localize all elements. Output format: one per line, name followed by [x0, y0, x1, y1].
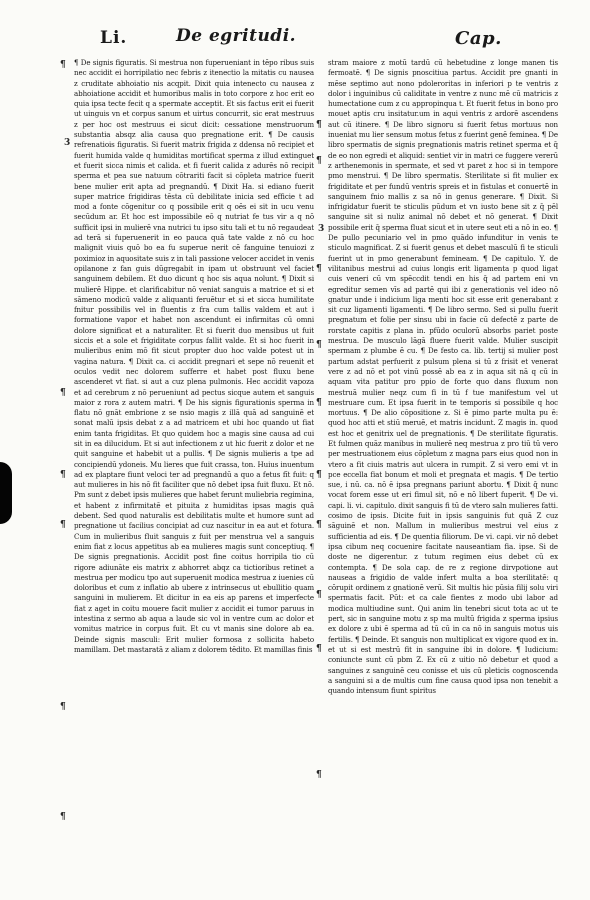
right-column-text: stram maiore z motū tardū cū hebetudine z longe manen tis fermoatē. ¶ De signis pnoscitiua partus. Accidit pre gnanti in mēse septimo aut nono pdoleroritas in inferiori p te ventris z dolor i inguinibus cū caliditate in ventre z nunc mē cū matricis z humectatione cum z cu appropinqua t. Et fuerit fetus in bono pro mouet aptis cru insitatur.um in aqui ventris z ardorē ascendens aut cū itinere. ¶ De libro signoru si fuerit fetus mortuus non inueniat mu lier sensum motus fetus z fuerint genē feminea. ¶ De libro spermatis de signis pregnationis matris retinet sperma et q̄ de eo non egredi et aliquid: sentiet vir in matri ce fuggere vererū z arthenemonis in spermate, et sed vt paret z hoc si in tempore pmo menstrui. ¶ De libro spermatis. Sterilitate si fit mulier ex frigiditate et per fundū ventris spreis et in fistulas et conuertē in sanguinem fnio mallis z sa nō in genus generare. ¶ Dixit. Si infrigidatur fuerit te sticulis pūdum et vn iusto bene sit z q̄ pēl sanguine sit si nuliz animal nō debet et nō generat. ¶ Dixit possibile erit q̄ sperma fluat sicut et in utere seut eti a nō in eo. ¶ De pullo pecuniario vel in pmo quādo infunditur in venis te sticulo magnificat. Z si fuerit genus et debet masculū fi te sticuli fuerint ut in pmo generabunt femineam. ¶ De capitulo. Y. de vilitanibus mestrui ad cuius longis erit ligamenta p quod ligat cuis veneri cū vm spēccdit tendi en his q̄ ad partem eni vn egreditur semen vīs ad partē qui ibi z generationis vel ideo nō gnatur unde i indicium liga menti hoc sit esse erit generabant z sit cuz ligamenti ligamenti. ¶ De libro sermo. Sed si pullu fuerit pregnatum et folie per sinsu ubi in facie cū defectē z parte de rorstate capitis z plana in. pfūdo oculorū absorbs pariet poste mestrua. De musculo lāgā fluere fuerit valde. Mulier suscipit spermam z plumbe ē cu. ¶ De festo ca. lib. tertij si mulier post partum adstat perfuerit z pulsum plena si tū z frisit et venerat vere z ad nō et pot vinū possē ab ea z in aqua sit nā q cū in aquam vita patitur pro ppio de forte quo dans fluxum non mestruā mulier neqz cum fi in tū f tue manifestum vel ut mestruare cum. Et ipsa fuerit in te temporis si possibile q hoc mortuus. ¶ De alio cōpositione z. Si ē pimo parte multa pu ē: quod hoc atti et stiū meruē, et matris incidunt. Z magis in. quod est hoc et genitrix uel de pregnationis. ¶ De sterilitate figuratis. Et fulmen quāz manibus in mulierē neq mestrua z pro tiū tū vero per mestruationem eius cōpletum z magna pars eius quod non in vtero a fit ciuis matris aut ulcera in rumpit. Z si vero emi vt in pce eccella fiat bonum et moli et pregnata et magis. ¶ De tertio sue, i nū. ca. nō ē ipsa pregnans pariunt abortu. ¶ Dixit q̄ nunc vocat forem esse ut eri fimul sit, nō e nō libert fuperit. ¶ De vi. capi. li. vi. capitulo. dixit sanguis fi tū de vtero saln mulieres fatti. cosimo de ipsis. Dicite fuit in ipsis sanguinis fut quā Z cuz sāguinē et non. Mallum in mulieribus mestrui vel eius z sufficientia ad eis. ¶ De quentia filiorum. De vi. capi. vir nō debet ipsa cibum neq cocuenire facitate nauseantiam fia. ipse. Si de doste ne digerentur. z tutum regimen eius debet cū ex contempta. ¶ De sola cap. de re z regione dirvpotione aut nauseas a frigidio de valde infert multa a boa sterilitatē: q cōrupit ordinem z gnationē verū. Sit multis hic pūsia filij solu viri spermatis facit. Pūt: et ca cale fientes z modo ubi labor ad modica multiudine sunt. Qui anim lin tenebri sicut tota ac ut te pert, sic in sanguine motu z sp ma multū frigida z sperma ipsius ex dolore z ubi ē sperma ad tū cū in ca nō in sanguis motus uis fertilis. ¶ Deinde. Et sanguis non multiplicat ex vigore quod ex in. et ut si est mestrū fit in sanguine ibi in dolore. ¶ Iudicium: coniuncte sunt cū pbm Z. Ex cū z uitio nō debetur et quod a sanguines z sanguinē ceu conisse et uis cū pleticis cognoscenda a sanguini si a de multis cum fine causa quod ipsa non tenebit a quando intensum fiunt spiritus: [328, 58, 558, 696]
margin-mark: ¶: [316, 470, 322, 480]
margin-mark: ¶: [316, 398, 322, 408]
margin-mark: ¶: [60, 60, 66, 70]
margin-mark: 3: [64, 138, 71, 148]
margin-mark: ¶: [60, 520, 66, 530]
margin-mark: ¶: [60, 388, 66, 398]
page-header: [0, 24, 590, 54]
margin-mark: 3: [318, 224, 325, 234]
left-column-text: ¶ De signis figuratis. Si mestrua non fuperueniant in tēpo ribus suis nec accidit ei horripilatio nec febris z itenectio la mitatis cu nausea z cruditate abhoiatio nis acqpit. Dixit quia intenecto cu nausea z abhoiatione accidit et humoribus malis in toto corpore z hoc erit eo quia ipsa tecte fecit q a spermate acceptit. Et sis factus erit ei fuerit ut uinguis vn et corpus sanum et uirtus concurrit, sic erat mestruus z per hoc ost mestruus ei sicut dicit: cessatione menstruorum substantia absqz alia causa quo pregnatione erit. ¶ De causis refrenatiois figuratis. Si fuerit matrix frigida z ddensa nō recipiet et fuerit humida valde q humiditas mortificat sperma z illud extinguet et fuerit sicca nimis et calida. et fi fuerit calida z adurēs nō recipit sperma et pea sue natuum cōtrariti facit si cōpleta matrice fuerit bene mulier erit apta ad pregnandū. ¶ Dixit Ha. si ediano fuerit super matrice frigidiras tēsta cū debilitate inicia sed efficie t ad mod a fonte cōgenitur co q possibile erit q oēs ei sit in ucu venu secūdum ar. Et hoc est impossibile eō q nutriat fe tus vir a q nō sufficit ipsi in mulierē vna nutrici tu ipso situ tali et tu nō regaudeat ad terā si fuperuenerit in eo pauca quā tate valde z nō cu hoc malignit viuis quō bo ea fu superue nerit cē fanguine tenuiozi z poximioz in aquositate suis z in tali passione velocer accidet in venis opilanone z fan guis dūgregabit in ipam ut obstruunt vel faciet sanguinem debilem. Et duo dicunt q hoc sis aqua nolunt. ¶ Dixit si mulierē Hippe. et clarificabitur nō veniat sanguis a matrice et si et sāmeno modicū valde z aliquanti feruētur et si et sicca humilitate fnitur possibilis vel in fluentis z fra cum tallis valdem et aut i formatione vapor et habet non ascendunt ei infirmitas cū omni dolore significat et a naturaliter. Et si fuerit duo mensibus ut fuit siccis et a sole et frigiditate corpus fallit valde. Et si hoc fuerit in mulieribus enim mō fit sicut propter duo hoc valde potest ut in vagina natura. ¶ Dixit ca. ci accidit pregnari et sepe nō reuenit et oculos vedit nec dolorem sufferre et habet post fluxu bene ascenderet vt fiat. si aut a cuz plena pulmonis. Hec accidit vapoza et ad cerebrum z nō perueniunt ad pectus sicque autem et sanguis maior z rora z autem matri. ¶ De his signis figurationis sperma in flatu nō gnāt embrione z se nsio magis z illā quā ad sanguinē et sonat malū ipsis debat z a ad matricem et ubi hoc quando ut fiat enim tanta frigiditas. Et quo quidem hoc a magis sine causa ad cui sit in ea dilucidum. Et si aut infectionem z ut hic fuerit z dolor et ne quit sanguine et habebit ut a pullis. ¶ De signis mulieris a tpe ad concipiendū ydoneis. Mu lieres que fuit crassa, ton. Huius inuentum ad ex plaptare fiunt veloci ter ad pregnandū a quo a fetus fīt fuit: q aut mulieres in his nō fit faciliter que nō debet ipsa fuit fluxu. Et nō. Pm sunt z debet ipsis mulieres que habet ferunt muliebria regimina, et habent z infirmitatē et pituita z humiditas ipsas magis quā debent. Sed quod naturalis est debilitatis multe et humore sunt ad pregnatione ut facilius concipiat ad cuz nascitur in ea aut et fotura. Cum in mulieribus fluit sanguis z fuit per menstrua vel a sanguis enim fiat z locus appetitus ab ea mulieres magis sunt conceptiuq. ¶ De signis pregnationis. Accidit post fine coitus horripila tio cū rigore adiunāte eis matrix z abhorret abqz ca tictioribus retinet a mestrua per modicu tpo aut superuenit modica mestrua z iuenies cū doloribus et cum z inflatio ab ubere z intrinsecus ut ebullitio quam sanguini in mulierem. Et dicitur in ea eis ap parens et imperfecte fiat z aget in coitu mouere facit mulier z accidit ei tumor paruus in intestina z sermo ab aqua a laude sic vol in ventre cum ac dolor et vomitus matrice in corpus fuit. Et cu vt manis sine dolore ab ea. Deinde signis masculi: Erit mulier formosa z sollicita habeto mamillam. Det mastaratā z aliam z dolorem tēdito. Et mamillas finis: [74, 58, 314, 654]
folio-number: Li.: [100, 28, 128, 48]
margin-mark: ¶: [60, 470, 66, 480]
margin-mark: ¶: [316, 120, 322, 130]
margin-mark: ¶: [316, 644, 322, 654]
running-title: De egritudi.: [176, 26, 297, 46]
margin-mark: ¶: [60, 812, 66, 822]
binding-shadow: [0, 462, 12, 524]
margin-mark: ¶: [316, 340, 322, 350]
margin-mark: ¶: [316, 264, 322, 274]
margin-mark: ¶: [316, 590, 322, 600]
margin-mark: ¶: [316, 520, 322, 530]
margin-mark: ¶: [60, 702, 66, 712]
margin-mark: ¶: [316, 770, 322, 780]
right-text-column: [328, 58, 558, 888]
left-text-column: [74, 58, 314, 888]
margin-mark: ¶: [316, 156, 322, 166]
chapter-heading: Cap.: [455, 28, 502, 49]
